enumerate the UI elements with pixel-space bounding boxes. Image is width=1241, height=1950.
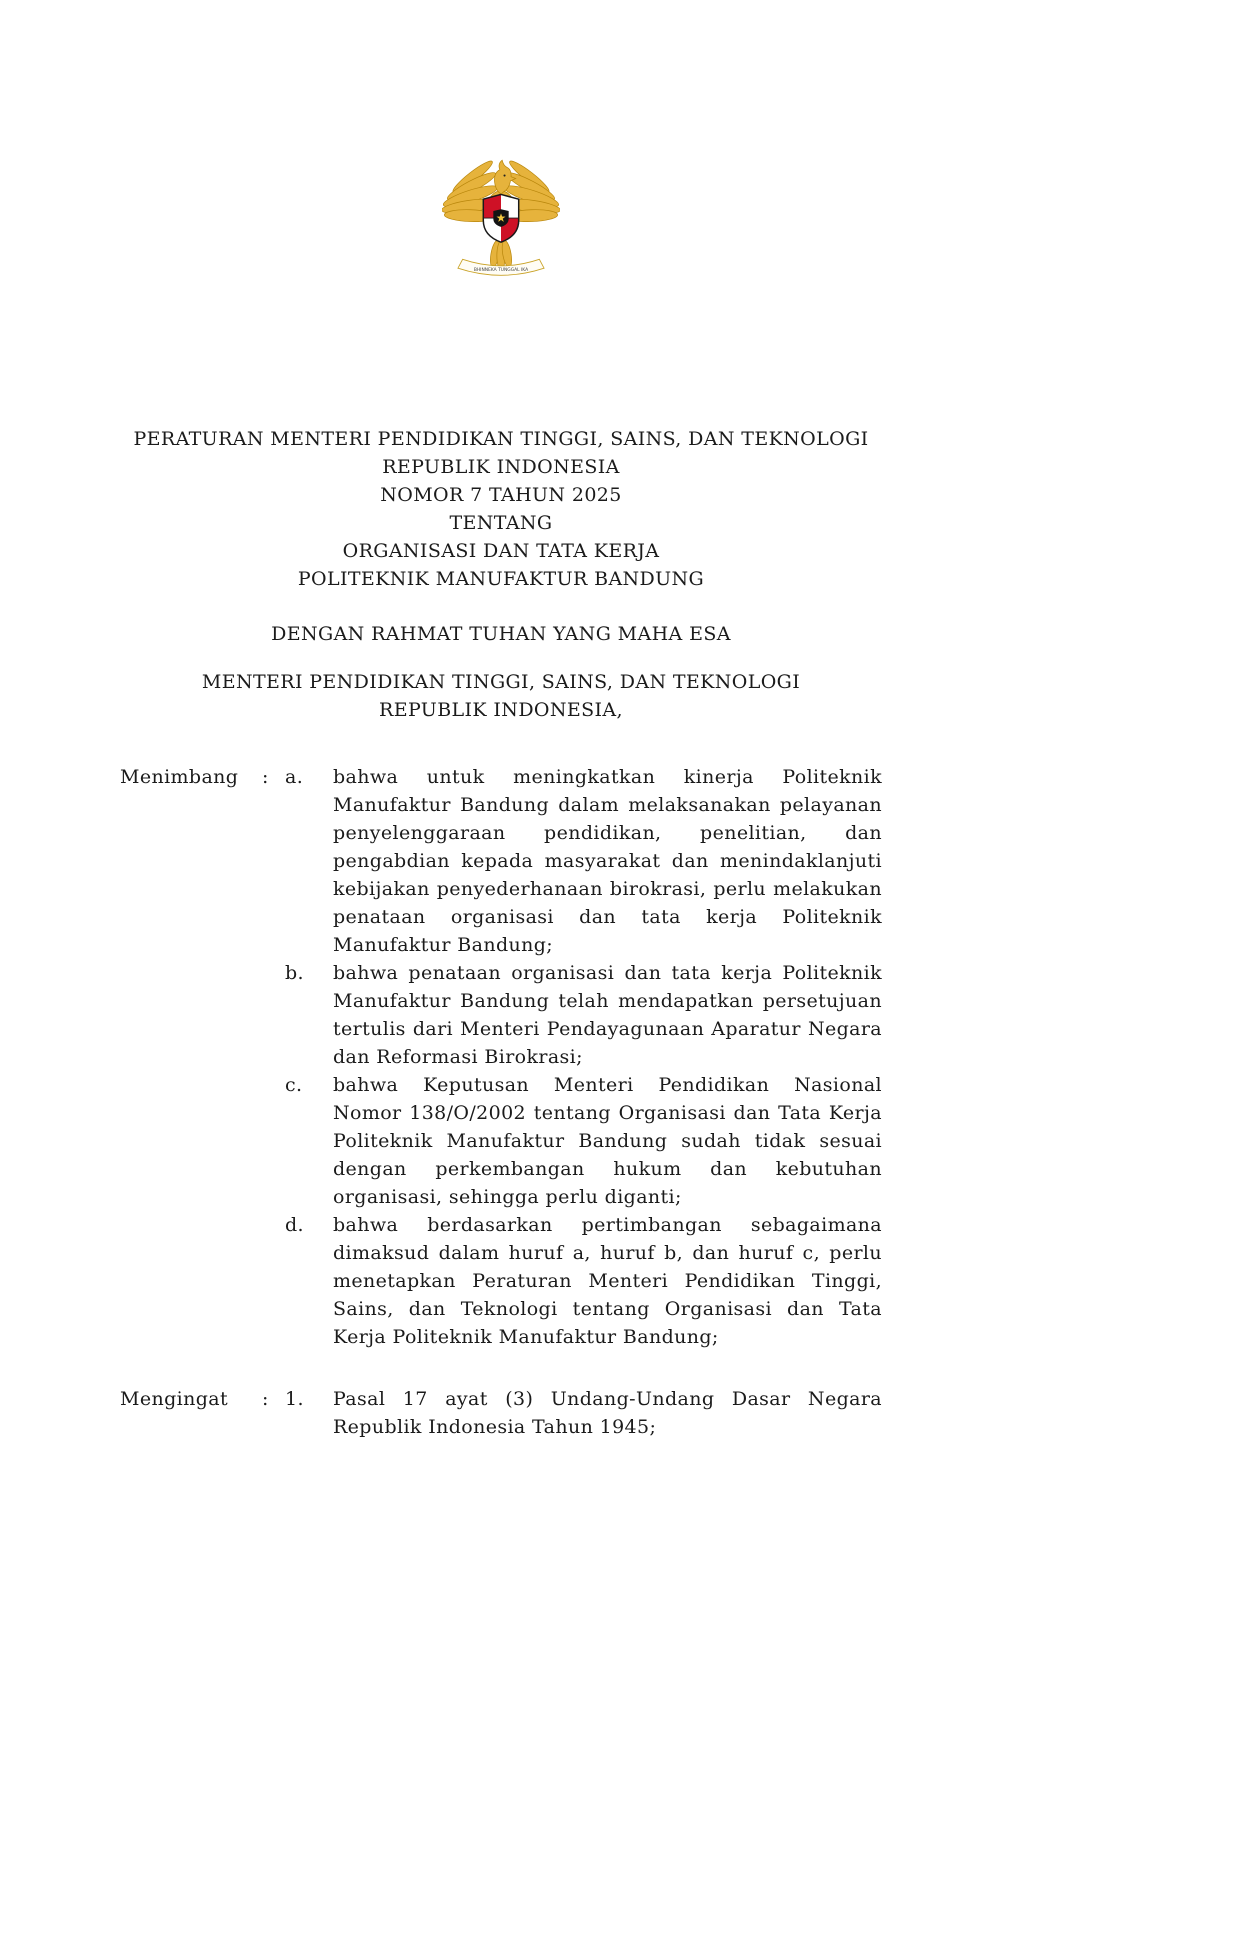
item-marker: a. bbox=[285, 766, 304, 788]
list-item bbox=[285, 1211, 882, 1351]
item-text: bahwa Keputusan Menteri Pendidikan Nasional Nomor 138/O/2002 tentang Organisasi dan Tata Kerja Politeknik Manufaktur Bandung sudah tidak sesuai dengan perkembangan hukum dan kebutuhan organisasi, sehingga perlu diganti; bbox=[333, 1074, 882, 1208]
banner-motto-text: BHINNEKA TUNGGAL IKA bbox=[473, 268, 529, 274]
title-line: POLITEKNIK MANUFAKTUR BANDUNG bbox=[297, 568, 705, 590]
authority-line: REPUBLIK INDONESIA, bbox=[379, 699, 623, 721]
list-item bbox=[285, 959, 882, 1071]
item-marker: b. bbox=[285, 962, 304, 984]
menimbang-separator: : bbox=[262, 766, 269, 788]
list-item bbox=[285, 763, 882, 959]
mengingat-section bbox=[120, 1385, 882, 1441]
title-line: NOMOR 7 TAHUN 2025 bbox=[380, 484, 622, 506]
item-marker: 1. bbox=[285, 1388, 304, 1410]
document-title bbox=[120, 425, 882, 593]
authority-block bbox=[120, 668, 882, 724]
menimbang-items bbox=[285, 763, 882, 1351]
item-text: Pasal 17 ayat (3) Undang-Undang Dasar Negara Republik Indonesia Tahun 1945; bbox=[333, 1388, 882, 1438]
invocation-line: DENGAN RAHMAT TUHAN YANG MAHA ESA bbox=[271, 623, 731, 645]
item-marker: c. bbox=[285, 1074, 303, 1096]
authority-line: MENTERI PENDIDIKAN TINGGI, SAINS, DAN TEKNOLOGI bbox=[201, 671, 801, 693]
item-text: bahwa berdasarkan pertimbangan sebagaimana dimaksud dalam huruf a, huruf b, dan huruf c, perlu menetapkan Peraturan Menteri Pendidikan Tinggi, Sains, dan Teknologi tentang Organisasi dan Tata Kerja Politeknik Manufaktur Bandung; bbox=[333, 1214, 882, 1348]
title-line: PERATURAN MENTERI PENDIDIKAN TINGGI, SAINS, DAN TEKNOLOGI bbox=[133, 428, 869, 450]
document-content bbox=[120, 0, 882, 1441]
title-line: ORGANISASI DAN TATA KERJA bbox=[342, 540, 660, 562]
list-item bbox=[285, 1071, 882, 1211]
mengingat-separator: : bbox=[262, 1388, 269, 1410]
list-item bbox=[285, 1385, 882, 1441]
item-marker: d. bbox=[285, 1214, 304, 1236]
item-text: bahwa penataan organisasi dan tata kerja Politeknik Manufaktur Bandung telah mendapatkan persetujuan tertulis dari Menteri Pendayagunaan Aparatur Negara dan Reformasi Birokrasi; bbox=[333, 962, 882, 1068]
menimbang-section bbox=[120, 763, 882, 1351]
garuda-pancasila-emblem bbox=[120, 0, 882, 283]
title-line: TENTANG bbox=[449, 512, 553, 534]
garuda-emblem-svg bbox=[442, 146, 560, 283]
mengingat-items bbox=[285, 1385, 882, 1441]
menimbang-label: Menimbang bbox=[120, 766, 239, 788]
mengingat-label: Mengingat bbox=[120, 1388, 228, 1410]
item-text: bahwa untuk meningkatkan kinerja Politeknik Manufaktur Bandung dalam melaksanakan pelayanan penyelenggaraan pendidikan, penelitian, dan pengabdian kepada masyarakat dan menindaklanjuti kebijakan penyederhanaan birokrasi, perlu melakukan penataan organisasi dan tata kerja Politeknik Manufaktur Bandung; bbox=[333, 766, 882, 956]
shield-icon bbox=[483, 194, 518, 244]
title-line: REPUBLIK INDONESIA bbox=[382, 456, 620, 478]
